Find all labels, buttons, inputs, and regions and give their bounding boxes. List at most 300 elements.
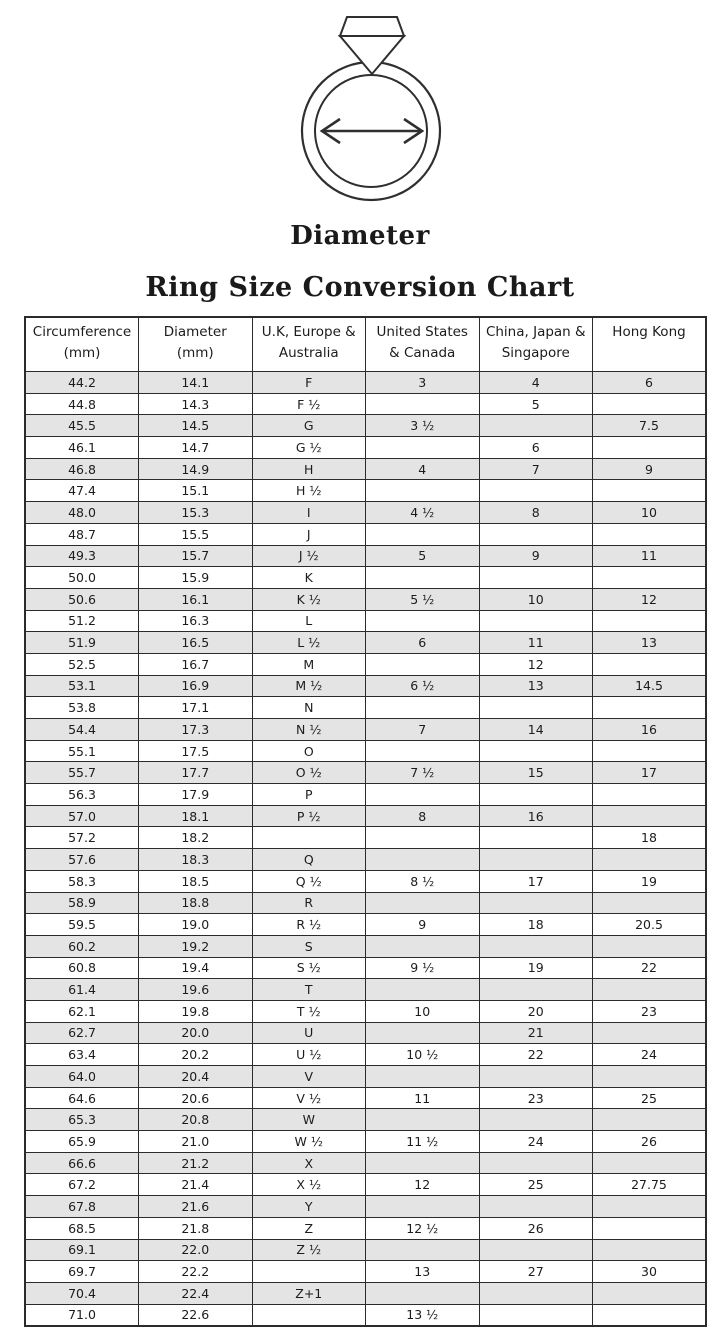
table-row: [25, 1261, 706, 1283]
table-cell: 18: [593, 827, 707, 849]
table-cell: 13: [479, 675, 593, 697]
table-cell: [366, 1109, 480, 1131]
table-cell: 52.5: [25, 653, 139, 675]
table-cell: [366, 1022, 480, 1044]
ring-diameter-icon: [0, 0, 720, 205]
table-cell: [479, 1282, 593, 1304]
table-cell: [366, 567, 480, 589]
table-cell: [593, 1196, 707, 1218]
table-cell: [366, 1152, 480, 1174]
column-header: Circumference (mm): [25, 317, 139, 372]
table-cell: 69.1: [25, 1239, 139, 1261]
table-cell: V ½: [252, 1087, 366, 1109]
table-cell: [593, 1066, 707, 1088]
table-cell: 11: [593, 545, 707, 567]
table-cell: [593, 610, 707, 632]
table-cell: 46.8: [25, 458, 139, 480]
table-cell: [479, 849, 593, 871]
ring-diagram: [0, 0, 720, 251]
table-cell: 24: [593, 1044, 707, 1066]
table-cell: [366, 437, 480, 459]
table-cell: 7: [366, 719, 480, 741]
table-cell: 22.2: [139, 1261, 253, 1283]
table-cell: [479, 892, 593, 914]
table-cell: 23: [479, 1087, 593, 1109]
table-cell: [252, 1261, 366, 1283]
table-row: [25, 914, 706, 936]
table-cell: [479, 480, 593, 502]
table-cell: 20.0: [139, 1022, 253, 1044]
table-cell: 6: [366, 632, 480, 654]
table-row: [25, 697, 706, 719]
table-row: [25, 1087, 706, 1109]
table-cell: 58.9: [25, 892, 139, 914]
table-cell: 53.8: [25, 697, 139, 719]
table-cell: 70.4: [25, 1282, 139, 1304]
table-cell: 19.2: [139, 935, 253, 957]
table-cell: [593, 567, 707, 589]
table-cell: [593, 697, 707, 719]
table-cell: [593, 653, 707, 675]
table-cell: [593, 480, 707, 502]
table-cell: [479, 1152, 593, 1174]
table-cell: [366, 393, 480, 415]
table-cell: 21: [479, 1022, 593, 1044]
table-cell: 4: [479, 372, 593, 394]
column-header: China, Japan & Singapore: [479, 317, 593, 372]
table-cell: 12: [593, 588, 707, 610]
table-cell: 55.7: [25, 762, 139, 784]
table-cell: K: [252, 567, 366, 589]
table-cell: 49.3: [25, 545, 139, 567]
table-cell: F ½: [252, 393, 366, 415]
table-cell: 25: [593, 1087, 707, 1109]
table-cell: [366, 979, 480, 1001]
table-cell: 14.5: [139, 415, 253, 437]
table-row: [25, 393, 706, 415]
table-cell: N: [252, 697, 366, 719]
table-cell: 26: [479, 1217, 593, 1239]
table-cell: R: [252, 892, 366, 914]
table-cell: 44.8: [25, 393, 139, 415]
table-cell: [479, 1109, 593, 1131]
table-cell: 60.8: [25, 957, 139, 979]
table-cell: [593, 1152, 707, 1174]
table-row: [25, 762, 706, 784]
table-cell: 57.6: [25, 849, 139, 871]
table-cell: [366, 784, 480, 806]
table-cell: [366, 653, 480, 675]
table-row: [25, 480, 706, 502]
table-cell: 59.5: [25, 914, 139, 936]
table-cell: W: [252, 1109, 366, 1131]
table-cell: 17.1: [139, 697, 253, 719]
table-cell: [593, 892, 707, 914]
table-cell: [479, 1066, 593, 1088]
table-cell: 21.8: [139, 1217, 253, 1239]
table-cell: [366, 935, 480, 957]
table-cell: 5: [479, 393, 593, 415]
table-cell: 66.6: [25, 1152, 139, 1174]
table-cell: J: [252, 523, 366, 545]
table-cell: 19: [593, 870, 707, 892]
table-cell: 64.0: [25, 1066, 139, 1088]
table-cell: Q: [252, 849, 366, 871]
table-cell: 67.8: [25, 1196, 139, 1218]
table-cell: [479, 697, 593, 719]
table-row: [25, 610, 706, 632]
table-row: [25, 1282, 706, 1304]
table-cell: P ½: [252, 805, 366, 827]
table-header-row: [25, 317, 706, 372]
table-row: [25, 849, 706, 871]
table-cell: 26: [593, 1131, 707, 1153]
table-cell: 55.1: [25, 740, 139, 762]
table-row: [25, 437, 706, 459]
table-cell: 57.0: [25, 805, 139, 827]
table-cell: [479, 1304, 593, 1326]
table-cell: 15.7: [139, 545, 253, 567]
table-row: [25, 1066, 706, 1088]
table-cell: 15.1: [139, 480, 253, 502]
table-cell: Z+1: [252, 1282, 366, 1304]
table-cell: [479, 979, 593, 1001]
table-cell: 51.2: [25, 610, 139, 632]
table-cell: P: [252, 784, 366, 806]
table-cell: 9: [366, 914, 480, 936]
table-cell: 5: [366, 545, 480, 567]
table-cell: 65.9: [25, 1131, 139, 1153]
table-row: [25, 523, 706, 545]
table-cell: 17.3: [139, 719, 253, 741]
table-cell: 50.6: [25, 588, 139, 610]
table-cell: L ½: [252, 632, 366, 654]
table-row: [25, 1217, 706, 1239]
table-cell: 19: [479, 957, 593, 979]
table-cell: 56.3: [25, 784, 139, 806]
table-cell: [593, 740, 707, 762]
table-cell: [366, 610, 480, 632]
table-row: [25, 675, 706, 697]
table-cell: N ½: [252, 719, 366, 741]
table-cell: 10 ½: [366, 1044, 480, 1066]
table-cell: 63.4: [25, 1044, 139, 1066]
table-row: [25, 1239, 706, 1261]
table-cell: [366, 1066, 480, 1088]
table-cell: X ½: [252, 1174, 366, 1196]
table-cell: 47.4: [25, 480, 139, 502]
ring-size-table: [24, 316, 707, 1327]
table-cell: 11: [366, 1087, 480, 1109]
table-row: [25, 502, 706, 524]
table-cell: 19.0: [139, 914, 253, 936]
table-cell: [366, 480, 480, 502]
table-cell: 17.7: [139, 762, 253, 784]
table-cell: M: [252, 653, 366, 675]
table-row: [25, 1174, 706, 1196]
table-cell: 6 ½: [366, 675, 480, 697]
table-cell: [366, 1196, 480, 1218]
table-cell: H ½: [252, 480, 366, 502]
table-row: [25, 1131, 706, 1153]
table-cell: 6: [479, 437, 593, 459]
table-row: [25, 870, 706, 892]
table-cell: [593, 849, 707, 871]
table-cell: 54.4: [25, 719, 139, 741]
table-cell: S: [252, 935, 366, 957]
table-cell: 48.0: [25, 502, 139, 524]
table-cell: 16.3: [139, 610, 253, 632]
table-cell: 16.9: [139, 675, 253, 697]
table-cell: 61.4: [25, 979, 139, 1001]
table-cell: [366, 892, 480, 914]
table-cell: 17: [593, 762, 707, 784]
table-row: [25, 784, 706, 806]
table-cell: 21.0: [139, 1131, 253, 1153]
table-cell: 13 ½: [366, 1304, 480, 1326]
table-cell: [479, 935, 593, 957]
table-cell: 21.4: [139, 1174, 253, 1196]
column-header: U.K, Europe & Australia: [252, 317, 366, 372]
table-cell: 51.9: [25, 632, 139, 654]
table-cell: 10: [479, 588, 593, 610]
table-cell: 16.5: [139, 632, 253, 654]
table-cell: M ½: [252, 675, 366, 697]
table-cell: [366, 697, 480, 719]
table-cell: 13: [366, 1261, 480, 1283]
table-cell: 30: [593, 1261, 707, 1283]
table-cell: 14.3: [139, 393, 253, 415]
table-cell: 15.5: [139, 523, 253, 545]
table-cell: [593, 1022, 707, 1044]
table-cell: 60.2: [25, 935, 139, 957]
table-cell: 15.9: [139, 567, 253, 589]
table-cell: 19.8: [139, 1000, 253, 1022]
table-cell: [252, 827, 366, 849]
table-row: [25, 1196, 706, 1218]
table-cell: S ½: [252, 957, 366, 979]
table-cell: 9 ½: [366, 957, 480, 979]
table-cell: [366, 1282, 480, 1304]
table-cell: [366, 849, 480, 871]
table-cell: 18.2: [139, 827, 253, 849]
table-cell: 16.7: [139, 653, 253, 675]
table-cell: 9: [593, 458, 707, 480]
table-cell: 13: [593, 632, 707, 654]
table-cell: 20: [479, 1000, 593, 1022]
table-cell: 12 ½: [366, 1217, 480, 1239]
table-cell: I: [252, 502, 366, 524]
table-cell: 68.5: [25, 1217, 139, 1239]
table-cell: [479, 415, 593, 437]
table-cell: 18: [479, 914, 593, 936]
table-cell: H: [252, 458, 366, 480]
table-cell: 20.5: [593, 914, 707, 936]
table-cell: 14: [479, 719, 593, 741]
table-cell: O ½: [252, 762, 366, 784]
table-cell: [479, 610, 593, 632]
table-cell: 7 ½: [366, 762, 480, 784]
table-cell: 18.8: [139, 892, 253, 914]
table-cell: 6: [593, 372, 707, 394]
table-cell: 71.0: [25, 1304, 139, 1326]
table-cell: [479, 827, 593, 849]
table-row: [25, 372, 706, 394]
table-cell: 16: [479, 805, 593, 827]
table-cell: [593, 805, 707, 827]
table-cell: 14.9: [139, 458, 253, 480]
table-cell: G ½: [252, 437, 366, 459]
table-cell: [593, 523, 707, 545]
table-cell: Z ½: [252, 1239, 366, 1261]
table-cell: 45.5: [25, 415, 139, 437]
table-cell: 14.7: [139, 437, 253, 459]
table-cell: 27.75: [593, 1174, 707, 1196]
table-cell: 14.5: [593, 675, 707, 697]
table-cell: 4 ½: [366, 502, 480, 524]
table-cell: 12: [479, 653, 593, 675]
table-cell: 16: [593, 719, 707, 741]
table-row: [25, 719, 706, 741]
table-cell: 62.1: [25, 1000, 139, 1022]
table-cell: 17.5: [139, 740, 253, 762]
table-cell: K ½: [252, 588, 366, 610]
table-row: [25, 1304, 706, 1326]
table-row: [25, 935, 706, 957]
table-cell: [366, 827, 480, 849]
table-cell: 14.1: [139, 372, 253, 394]
table-cell: [593, 784, 707, 806]
table-cell: 62.7: [25, 1022, 139, 1044]
table-row: [25, 458, 706, 480]
table-cell: 27: [479, 1261, 593, 1283]
table-cell: Z: [252, 1217, 366, 1239]
table-cell: 22.0: [139, 1239, 253, 1261]
table-cell: 22.6: [139, 1304, 253, 1326]
table-cell: 44.2: [25, 372, 139, 394]
table-cell: 25: [479, 1174, 593, 1196]
table-row: [25, 1022, 706, 1044]
table-row: [25, 1044, 706, 1066]
table-cell: 5 ½: [366, 588, 480, 610]
table-cell: [593, 979, 707, 1001]
table-row: [25, 1152, 706, 1174]
table-row: [25, 653, 706, 675]
table-cell: [593, 1217, 707, 1239]
table-cell: 17.9: [139, 784, 253, 806]
table-cell: U: [252, 1022, 366, 1044]
table-row: [25, 632, 706, 654]
table-cell: [593, 935, 707, 957]
table-cell: 20.2: [139, 1044, 253, 1066]
table-cell: [252, 1304, 366, 1326]
table-cell: 7.5: [593, 415, 707, 437]
table-cell: [479, 740, 593, 762]
table-cell: [366, 740, 480, 762]
table-cell: [593, 393, 707, 415]
table-cell: 57.2: [25, 827, 139, 849]
table-row: [25, 740, 706, 762]
table-cell: 58.3: [25, 870, 139, 892]
table-cell: 21.2: [139, 1152, 253, 1174]
table-cell: 19.6: [139, 979, 253, 1001]
table-row: [25, 1109, 706, 1131]
table-cell: Q ½: [252, 870, 366, 892]
table-row: [25, 805, 706, 827]
table-row: [25, 1000, 706, 1022]
table-cell: 21.6: [139, 1196, 253, 1218]
table-cell: 11: [479, 632, 593, 654]
table-cell: 50.0: [25, 567, 139, 589]
table-cell: 11 ½: [366, 1131, 480, 1153]
table-cell: 53.1: [25, 675, 139, 697]
table-cell: 23: [593, 1000, 707, 1022]
table-cell: 18.1: [139, 805, 253, 827]
table-cell: [593, 437, 707, 459]
table-cell: 24: [479, 1131, 593, 1153]
table-cell: 20.4: [139, 1066, 253, 1088]
table-cell: 67.2: [25, 1174, 139, 1196]
table-cell: 12: [366, 1174, 480, 1196]
table-cell: 10: [593, 502, 707, 524]
table-cell: 22: [479, 1044, 593, 1066]
table-cell: [479, 1239, 593, 1261]
table-cell: G: [252, 415, 366, 437]
table-cell: F: [252, 372, 366, 394]
table-cell: [366, 523, 480, 545]
table-cell: [593, 1304, 707, 1326]
table-row: [25, 545, 706, 567]
table-cell: 46.1: [25, 437, 139, 459]
table-cell: 8 ½: [366, 870, 480, 892]
table-cell: [593, 1239, 707, 1261]
table-cell: [479, 567, 593, 589]
table-cell: 3 ½: [366, 415, 480, 437]
table-cell: [479, 523, 593, 545]
table-row: [25, 415, 706, 437]
table-row: [25, 957, 706, 979]
table-cell: 22: [593, 957, 707, 979]
table-cell: 69.7: [25, 1261, 139, 1283]
table-cell: X: [252, 1152, 366, 1174]
table-row: [25, 892, 706, 914]
table-cell: W ½: [252, 1131, 366, 1153]
table-cell: 20.8: [139, 1109, 253, 1131]
table-cell: R ½: [252, 914, 366, 936]
table-cell: O: [252, 740, 366, 762]
table-cell: U ½: [252, 1044, 366, 1066]
table-cell: 16.1: [139, 588, 253, 610]
table-cell: [593, 1282, 707, 1304]
table-cell: 4: [366, 458, 480, 480]
table-cell: 65.3: [25, 1109, 139, 1131]
table-row: [25, 827, 706, 849]
table-cell: J ½: [252, 545, 366, 567]
table-cell: 17: [479, 870, 593, 892]
table-row: [25, 979, 706, 1001]
table-cell: 18.5: [139, 870, 253, 892]
table-cell: 8: [366, 805, 480, 827]
table-cell: 8: [479, 502, 593, 524]
table-cell: 20.6: [139, 1087, 253, 1109]
table-cell: T ½: [252, 1000, 366, 1022]
table-cell: 7: [479, 458, 593, 480]
table-cell: 15.3: [139, 502, 253, 524]
table-cell: 48.7: [25, 523, 139, 545]
table-cell: 3: [366, 372, 480, 394]
column-header: Diameter (mm): [139, 317, 253, 372]
table-cell: Y: [252, 1196, 366, 1218]
